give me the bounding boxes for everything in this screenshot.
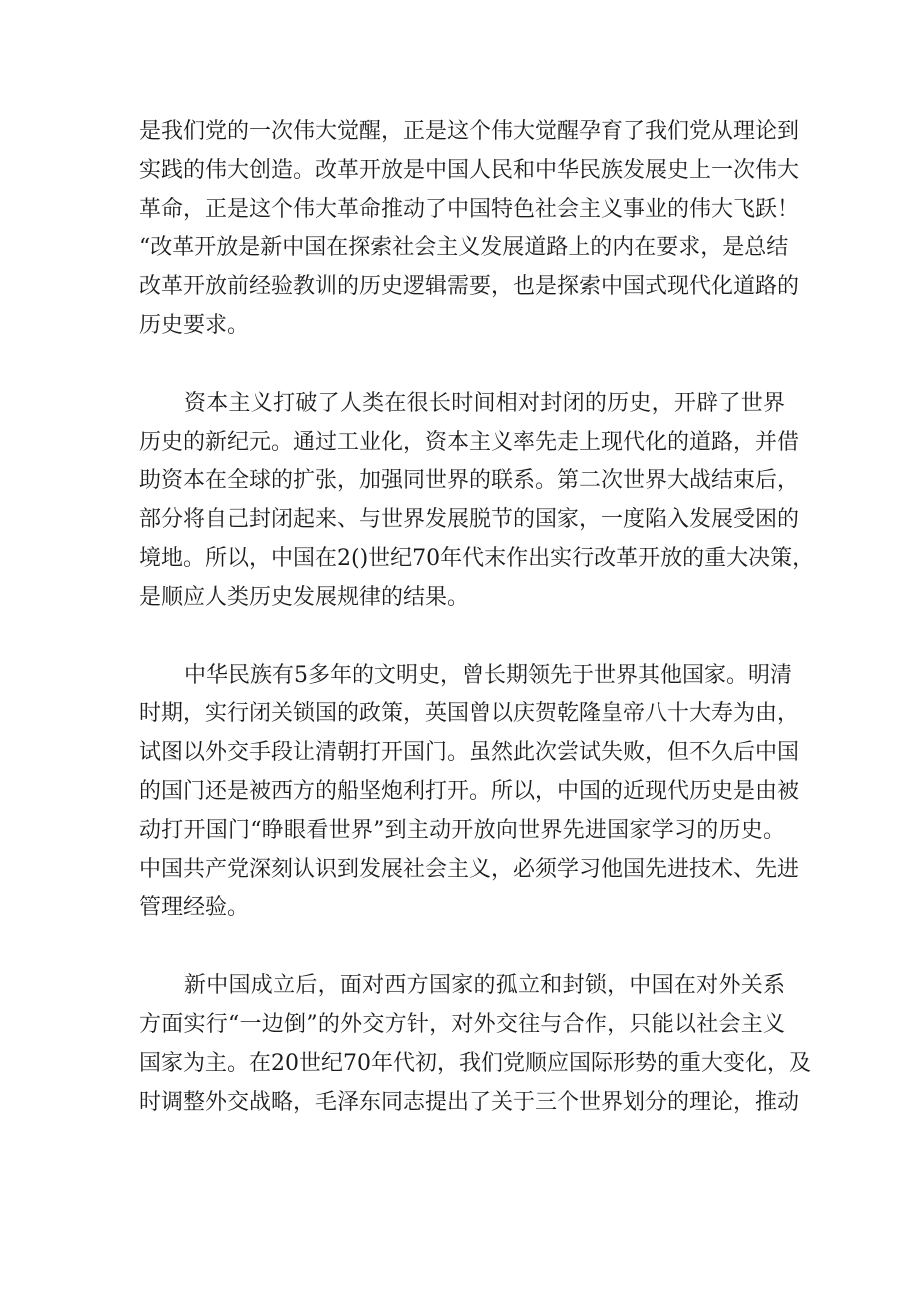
text-line: 历史要求。 <box>139 312 250 338</box>
text-line: 中华民族有5多年的文明史，曾长期领先于世界其他国家。明清 <box>184 662 792 688</box>
paragraph-4 <box>139 967 811 1122</box>
text-line: 是我们党的一次伟大觉醒，正是这个伟大觉醒孕育了我们党从理论到 <box>139 119 800 144</box>
text-line: 改革开放前经验教训的历史逻辑需要，也是探索中国式现代化道路的 <box>139 274 800 300</box>
text-line: 是顺应人类历史发展规律的结果。 <box>139 584 470 610</box>
text-line: 资本主义打破了人类在很长时间相对封闭的历史，开辟了世界 <box>184 390 785 416</box>
text-line: 实践的伟大创造。改革开放是中国人民和中华民族发展史上一次伟大 <box>139 157 800 183</box>
paragraph-1 <box>139 113 800 346</box>
text-line: 时调整外交战略，毛泽东同志提出了关于三个世界划分的理论，推动 <box>139 1089 800 1115</box>
text-line: 助资本在全球的扩张，加强同世界的联系。第二次世界大战结束后， <box>139 468 800 494</box>
text-line: 新中国成立后，面对西方国家的孤立和封锁，中国在对外关系 <box>184 973 785 999</box>
text-line: 部分将自己封闭起来、与世界发展脱节的国家，一度陷入发展受困的 <box>139 507 800 533</box>
text-line: 动打开国门“睁眼看世界”到主动开放向世界先进国家学习的历史。 <box>139 817 785 843</box>
text-line: 时期，实行闭关锁国的政策，英国曾以庆贺乾隆皇帝八十大寿为由， <box>139 701 800 727</box>
text-line: 中国共产党深刻认识到发展社会主义，必须学习他国先进技术、先进 <box>139 856 800 882</box>
text-line: 方面实行“一边倒”的外交方针，对外交往与合作，只能以社会主义 <box>139 1011 785 1037</box>
text-line: “改革开放是新中国在探索社会主义发展道路上的内在要求，是总结 <box>139 235 789 261</box>
paragraph-3 <box>139 657 800 929</box>
text-line: 革命，正是这个伟大革命推动了中国特色社会主义事业的伟大飞跃！ <box>139 196 800 222</box>
text-line: 历史的新纪元。通过工业化，资本主义率先走上现代化的道路，并借 <box>139 429 800 455</box>
body-text <box>139 113 815 1122</box>
paragraph-spacer <box>139 928 785 967</box>
paragraph-spacer <box>139 346 785 385</box>
text-line: 的国门还是被西方的船坚炮利打开。所以，中国的近现代历史是由被 <box>139 778 800 804</box>
paragraph-2 <box>139 385 815 618</box>
paragraph-spacer <box>139 618 785 657</box>
text-line: 试图以外交手段让清朝打开国门。虽然此次尝试失败，但不久后中国 <box>139 740 800 766</box>
text-line: 国家为主。在20世纪70年代初，我们党顺应国际形势的重大变化，及 <box>139 1050 811 1076</box>
text-line: 管理经验。 <box>139 895 250 921</box>
text-line: 境地。所以，中国在2()世纪70年代末作出实行改革开放的重大决策， <box>139 545 815 571</box>
